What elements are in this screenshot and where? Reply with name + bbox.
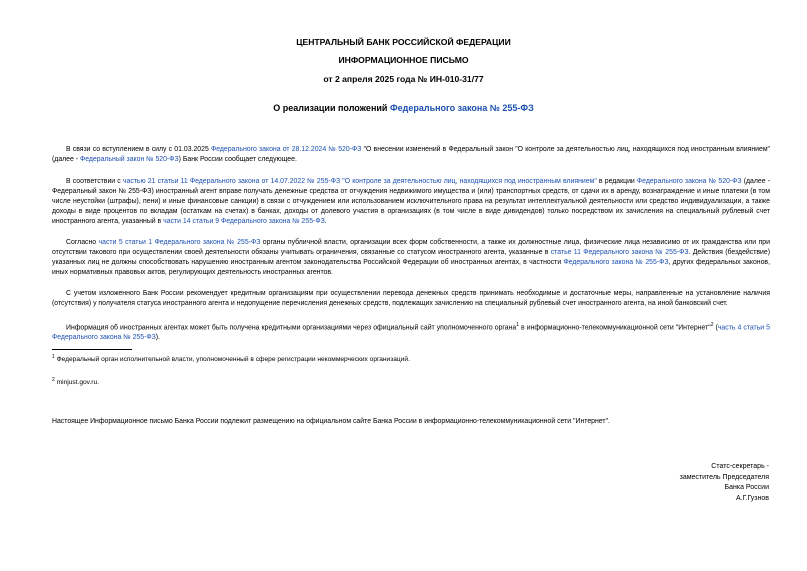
footnote-ref-2[interactable]: 2 (710, 322, 714, 328)
paragraph-3 (52, 238, 770, 278)
header-bank-name: ЦЕНТРАЛЬНЫЙ БАНК РОССИЙСКОЙ ФЕДЕРАЦИИ (296, 37, 511, 47)
p3-text-a: Согласно (66, 239, 99, 246)
document-title (0, 103, 807, 113)
header-doc-type: ИНФОРМАЦИОННОЕ ПИСЬМО (338, 55, 469, 65)
footnote-1 (52, 353, 410, 364)
publication-note: Настоящее Информационное письмо Банка России подлежит размещению на официальном сайте Банка России в информационно-телекоммуникационной сети "Интернет". (52, 418, 610, 425)
p3-link-article11[interactable]: статье 11 Федерального закона № 255-ФЗ (550, 249, 689, 256)
paragraph-2 (52, 177, 770, 227)
p2-text-a: В соответствии с (66, 178, 123, 185)
title-law-link[interactable]: Федерального закона № 255-ФЗ (389, 103, 534, 113)
p2-link-part21[interactable]: частью 21 статьи 11 Федерального закона от 14.07.2022 № 255-ФЗ "О контроле за деятельностью лиц, находящихся под иностранным влиянием" (122, 178, 597, 185)
p5-text-c: ( (713, 324, 718, 332)
p1-text-c: ) Банк России сообщает следующее. (178, 156, 297, 163)
signature-name: А.Г.Гузнов (735, 494, 769, 502)
footnote-2-text: minjust.gov.ru. (54, 379, 99, 387)
p2-text-c: (далее - Федеральный закон № 255-ФЗ) иностранный агент вправе получать денежные средства от отчуждения недвижимого имущества и (или) транспортных средств, от сдачи их в аренду, вознаграждение и иные платежи (в том числе неустойки (штрафы), пени) и иные финансовые санкции) в связи с отчуждением или использованием исключительного права на результат интеллектуальной деятельности или средство индивидуализации, а также доходы в виде процентов по вкладам (остаткам на счетах) в банках, доходы от долевого участия в организациях (в том числе в виде дивидендов) только посредством их зачисления на специальный рублевый счет иностранного агента, указанный в (52, 178, 770, 225)
footnote-1-text: Федеральный орган исполнительной власти, уполномоченный в сфере регистрации некоммерческих организаций. (54, 356, 410, 364)
p3-link-part5[interactable]: части 5 статьи 1 Федерального закона № 255-ФЗ (98, 239, 261, 246)
title-prefix: О реализации положений (273, 103, 390, 113)
p2-text-b: в редакции (596, 178, 637, 185)
p5-text-d: ). (155, 334, 160, 342)
signature-block (680, 462, 769, 504)
p1-link-520-short[interactable]: Федеральный закон № 520-ФЗ (79, 156, 179, 163)
paragraph-1 (52, 145, 770, 165)
footnote-2-mark: 2 (52, 377, 55, 383)
signature-line-1: Статс-секретарь - (711, 463, 769, 470)
header-doc-date: от 2 апреля 2025 года № ИН-010-31/77 (323, 74, 484, 84)
p3-link-255[interactable]: Федерального закона № 255-ФЗ (563, 259, 669, 266)
footnote-1-mark: 1 (52, 354, 55, 360)
footnote-2 (52, 376, 99, 387)
footnote-divider (52, 349, 132, 350)
paragraph-5 (52, 320, 770, 343)
p1-text-a: В связи со вступлением в силу с 01.03.2025 (66, 146, 211, 153)
signature-line-3: Банка России (724, 484, 769, 491)
p3-text-d: , других федеральных законов, иных нормативных правовых актов, регулирующих деятельность иностранных агентов. (52, 259, 770, 276)
p2-link-part14[interactable]: части 14 статьи 9 Федерального закона № 255-ФЗ (163, 218, 325, 225)
p5-link-part4[interactable]: часть 4 статьи 5 Федерального закона № 255-ФЗ (52, 324, 770, 342)
signature-line-2: заместитель Председателя (679, 473, 769, 481)
p5-text-b: в информационно-телекоммуникационной сети "Интернет" (519, 324, 711, 332)
p1-text-b: "О внесении изменений в Федеральный закон "О контроле за деятельностью лиц, находящихся под иностранным влиянием" (далее - (52, 146, 770, 163)
p3-text-c: . Действия (бездействие) указанных лиц не должны способствовать нарушению иностранным агентом законодательства Российской Федерации об иностранных агентах, в частности (52, 249, 770, 266)
p2-text-d: . (324, 218, 327, 225)
p3-text-b: органы публичной власти, организации всех форм собственности, а также их должностные лица, физические лица независимо от их гражданства или при отсутствии такового при осуществлении своей деятельности обязаны учитывать ограничения, связанные со статусом иностранного агента, указанные в (52, 239, 770, 256)
p5-text-a: Информация об иностранных агентах может быть получена кредитными организациями через официальный сайт уполномоченного органа (66, 324, 517, 332)
p1-link-520[interactable]: Федерального закона от 28.12.2024 № 520-ФЗ (210, 146, 362, 153)
p2-link-520[interactable]: Федерального закона № 520-ФЗ (636, 178, 742, 185)
paragraph-4: С учетом изложенного Банк России рекомендует кредитным организациям при осуществлении перевода денежных средств принимать необходимые и достаточные меры, направленные на установление наличия (отсутствия) у получателя статуса иностранного агента и недопущение перечисления денежных средств, подлежащих зачислению на специальный рублевый счет иностранного агента, на иной банковский счет. (52, 290, 770, 307)
footnote-ref-1[interactable]: 1 (516, 322, 520, 328)
